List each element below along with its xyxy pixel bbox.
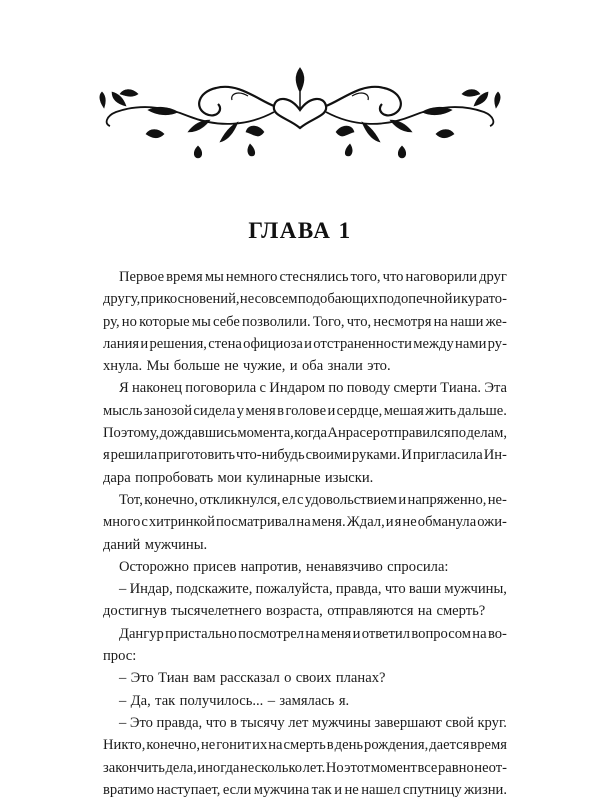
text-line: Тот, конечно, откликнулся, ел с удовольствием и напряженно, не- xyxy=(119,491,507,508)
text-line: – Это Тиан вам рассказал о своих планах? xyxy=(119,670,386,687)
text-line: – Да, так получилось... – замялась я. xyxy=(119,692,350,709)
text-line: Поэтому, дождавшись момента, когда Анрасер отправился по делам, xyxy=(103,425,507,442)
text-line: – Индар, подскажите, пожалуйста, правда, что ваши мужчины, xyxy=(119,581,507,598)
chapter-body xyxy=(103,266,507,801)
text-line: я решила приготовить что-нибудь своими руками. И пригласила Ин- xyxy=(103,447,507,464)
text-line: закончить дела, иногда несколько лет. Но этот момент все равно неот- xyxy=(103,759,507,776)
text-line: ру, но которые мы себе позволили. Того, что, несмотря на наши же- xyxy=(103,313,507,330)
text-line: мысль занозой сидела у меня в голове и сердце, мешая жить дальше. xyxy=(103,402,507,419)
text-line: Осторожно присев напротив, ненавязчиво спросила: xyxy=(119,558,449,575)
text-line: Никто, конечно, не гонит их на смерть в день рождения, дается время xyxy=(103,737,507,754)
floral-flourish-icon xyxy=(98,62,502,162)
text-line: Первое время мы немного стеснялись того, что наговорили друг xyxy=(119,269,507,285)
text-line: хнула. Мы больше не чужие, и оба знали это. xyxy=(103,358,391,375)
text-line: Я наконец поговорила с Индаром по поводу смерти Тиана. Эта xyxy=(119,380,507,397)
text-line: достигнув тысячелетнего возраста, отправляются на смерть? xyxy=(103,603,486,620)
text-line: вратимо наступает, если мужчина так и не нашел спутницу жизни. xyxy=(103,781,507,798)
text-line: много с хитринкой посматривал на меня. Ждал, и я не обманула ожи- xyxy=(103,514,507,531)
text-line: – Это правда, что в тысячу лет мужчины завершают свой круг. xyxy=(119,714,507,731)
text-line: даний мужчины. xyxy=(103,536,208,553)
text-line: дара попробовать мои кулинарные изыски. xyxy=(103,469,374,486)
text-line: Дангур пристально посмотрел на меня и ответил вопросом на во- xyxy=(119,625,507,642)
text-line: другу, прикосновений, не совсем подобающих подопечной и курато- xyxy=(103,291,507,308)
chapter-title: ГЛАВА 1 xyxy=(248,218,352,243)
text-line: прос: xyxy=(103,648,137,665)
text-line: лания и решения, стена официоза и отстраненности между нами ру- xyxy=(103,335,507,352)
